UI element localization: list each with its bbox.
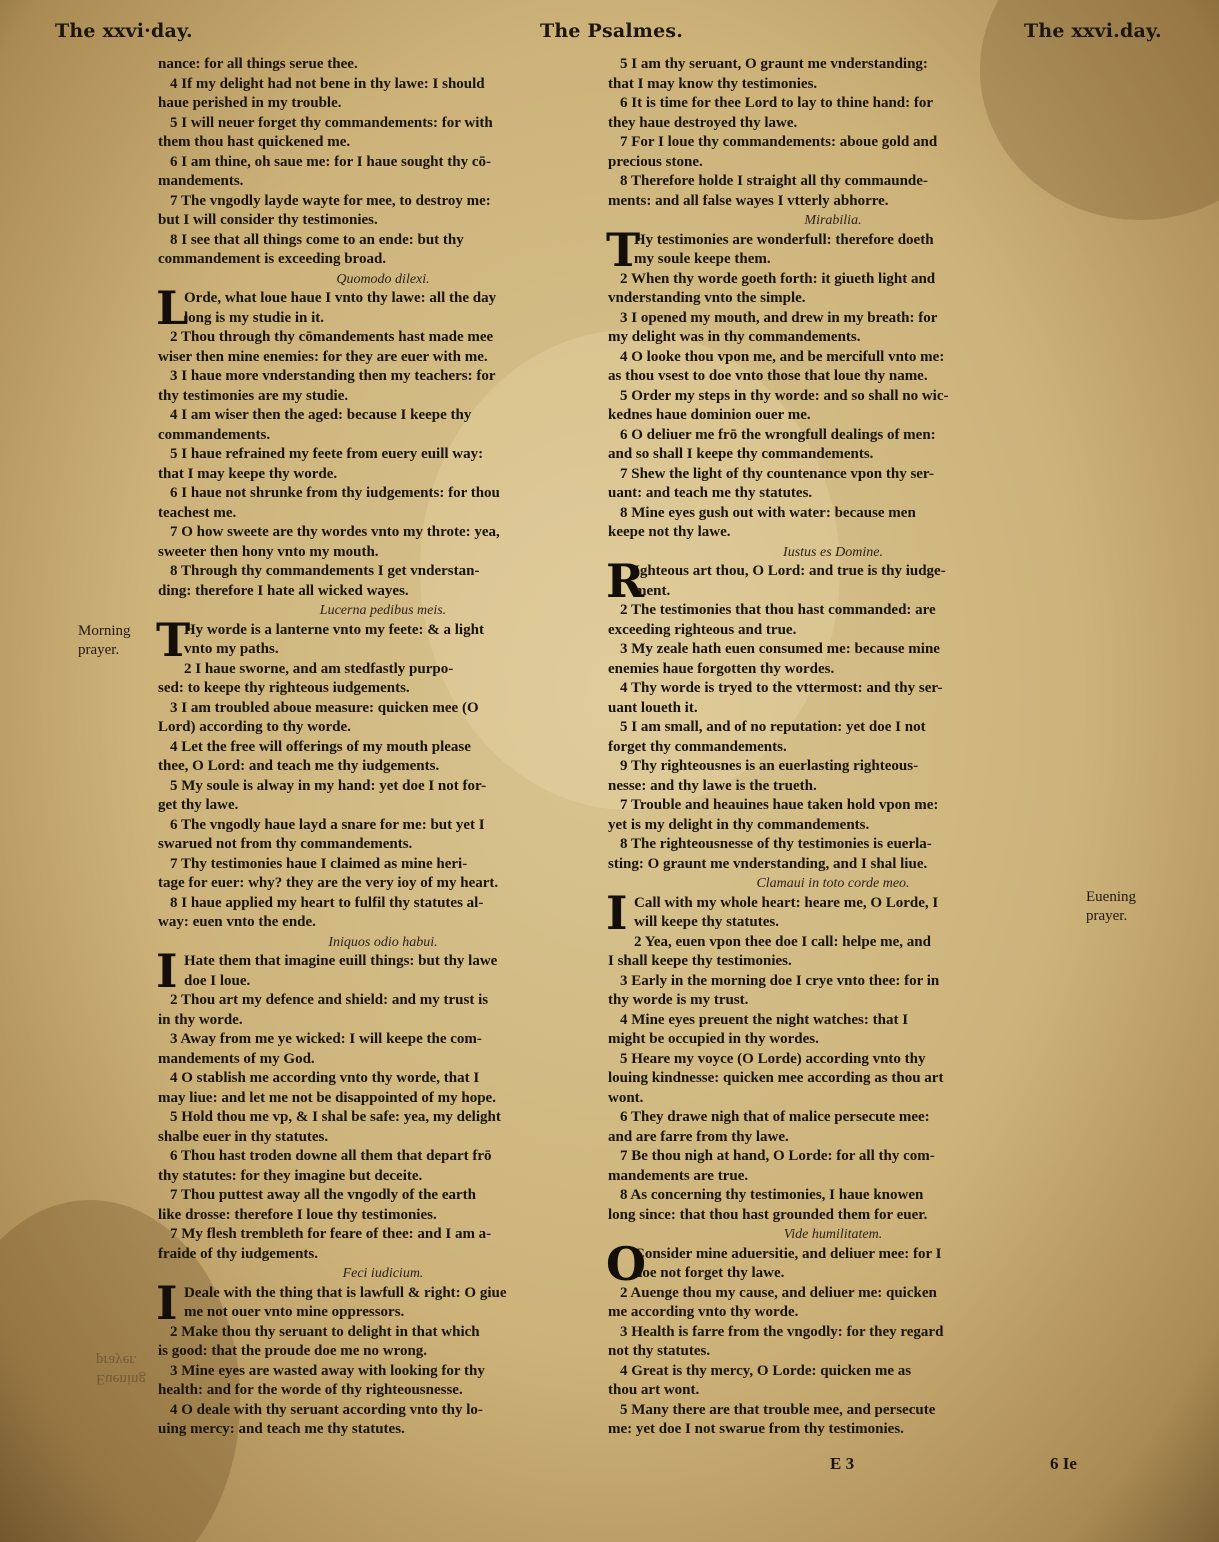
verse-line: thou art wont. xyxy=(608,1382,700,1398)
verse-line: not thy statutes. xyxy=(608,1343,711,1359)
verse-line: 5 Order my steps in thy worde: and so shall no wic- xyxy=(620,387,949,404)
verse-line: Hate them that imagine euill things: but thy lawe xyxy=(184,953,498,969)
verse-line: my soule keepe them. xyxy=(634,251,771,267)
verse-line: keepe not thy lawe. xyxy=(608,524,731,540)
running-head-left: The xxvi·day. xyxy=(55,20,193,42)
psalm-section xyxy=(158,601,608,933)
section-heading: Lucerna pedibus meis. xyxy=(319,603,447,618)
verse-line: 7 Be thou nigh at hand, O Lorde: for all thy com- xyxy=(620,1148,935,1164)
verse-line: 4 I am wiser then the aged: because I keepe thy xyxy=(170,407,472,423)
verse-line: me not ouer vnto mine oppressors. xyxy=(184,1304,405,1320)
verse-line: 9 Thy righteousnes is an euerlasting righteous- xyxy=(620,758,919,774)
verse-line: thee, O Lord: and teach me thy iudgements. xyxy=(158,758,440,774)
verse-line: might be occupied in thy wordes. xyxy=(608,1031,819,1047)
verse-line: 4 O stablish me according vnto thy worde, that I xyxy=(170,1070,480,1086)
verse-line: 6 O deliuer me frō the wrongfull dealings of men: xyxy=(620,426,936,443)
drop-capital: T xyxy=(156,612,191,667)
verse-line: tage for euer: why? they are the very ioy of my heart. xyxy=(158,875,499,891)
verse-line: Hy worde is a lanterne vnto my feete: & a light xyxy=(184,621,484,638)
section-heading: Iniquos odio habui. xyxy=(328,934,438,950)
verse-line: 8 Mine eyes gush out with water: because men xyxy=(620,504,916,521)
verse-line: 2 Auenge thou my cause, and deliuer me: quicken xyxy=(620,1284,937,1301)
verse-line: nance: for all things serue thee. xyxy=(158,56,358,72)
verse-line: that I may keepe thy worde. xyxy=(158,465,338,482)
margin-note-line: prayer. xyxy=(96,1352,138,1368)
verse-line: forget thy commandements. xyxy=(608,738,787,755)
verse-line: Deale with the thing that is lawfull & right: O giue xyxy=(184,1284,507,1301)
verse-line: 7 Shew the light of thy countenance vpon thy ser- xyxy=(620,465,935,482)
right-column xyxy=(608,55,1058,1440)
verse-line: Consider mine aduersitie, and deliuer mee: for I xyxy=(634,1245,942,1262)
verse-line: 3 Health is farre from the vngodly: for they regard xyxy=(620,1323,944,1340)
margin-note-line: prayer. xyxy=(78,642,120,658)
verse-line: 3 Away from me ye wicked: I will keepe the com- xyxy=(170,1031,482,1047)
verse-line: 5 I am small, and of no reputation: yet doe I not xyxy=(620,719,926,735)
verse-line: 7 Trouble and heauines haue taken hold vpon me: xyxy=(620,797,939,813)
verse-line: 3 I haue more vnderstanding then my teachers: for xyxy=(170,368,496,384)
verse-line: doe I loue. xyxy=(184,972,251,989)
verse-line: Lord) according to thy worde. xyxy=(158,719,351,735)
verse-line: sweeter then hony vnto my mouth. xyxy=(158,543,379,560)
section-body xyxy=(156,612,608,680)
signature-mark: E 3 xyxy=(830,1454,855,1473)
verse-line: long since: that thou hast grounded them for euer. xyxy=(608,1206,928,1223)
verse-line: 7 My flesh trembleth for feare of thee: and I am a- xyxy=(170,1226,492,1242)
verse-line: mandements. xyxy=(158,173,244,189)
psalm-section xyxy=(608,211,1058,543)
verse-line: mandements of my God. xyxy=(158,1050,315,1067)
verse-line: 5 I am thy seruant, O graunt me vnderstanding: xyxy=(620,56,928,72)
drop-capital: I xyxy=(156,944,178,998)
verse-line: ment. xyxy=(634,582,671,599)
verse-line: sting: O graunt me vnderstanding, and I shal liue. xyxy=(608,855,928,872)
verse-line: 4 Mine eyes preuent the night watches: that I xyxy=(620,1011,909,1028)
verse-line: teachest me. xyxy=(158,504,237,521)
verse-line: may liue: and let me not be disappointed of my hope. xyxy=(158,1089,496,1106)
verse-line: enemies haue forgotten thy wordes. xyxy=(608,660,835,677)
verse-line: nesse: and thy lawe is the trueth. xyxy=(608,777,817,794)
verse-line: 3 I opened my mouth, and drew in my breath: for xyxy=(620,309,938,326)
verse-line: thy statutes: for they imagine but deceite. xyxy=(158,1167,423,1184)
verse-line: is good: that the proude doe me no wrong. xyxy=(158,1343,428,1359)
verse-line: and are farre from thy lawe. xyxy=(608,1128,789,1145)
verse-line: shalbe euer in thy statutes. xyxy=(158,1128,329,1145)
left-top-verses xyxy=(158,55,608,270)
verse-line: way: euen vnto the ende. xyxy=(158,914,316,930)
verse-line: 4 Let the free will offerings of my mouth please xyxy=(170,738,471,755)
verse-line: 5 Heare my voyce (O Lorde) according vnto thy xyxy=(620,1050,926,1067)
catchword: 6 Ie xyxy=(1050,1454,1077,1473)
section-body xyxy=(606,885,1058,953)
verse-line: 7 Thou puttest away all the vngodly of the earth xyxy=(170,1187,476,1203)
verse-line: uant: and teach me thy statutes. xyxy=(608,485,813,501)
verse-line: 6 I am thine, oh saue me: for I haue sought thy cō- xyxy=(170,153,491,170)
verse-line: 5 I will neuer forget thy commandements: for with xyxy=(170,114,493,131)
running-head-right: The xxvi.day. xyxy=(1024,20,1162,42)
verse-line: 4 Thy worde is tryed to the vttermost: and thy ser- xyxy=(620,680,943,696)
running-head-title: The Psalmes. xyxy=(540,20,684,42)
verse-line: swarued not from thy commandements. xyxy=(158,836,413,852)
verse-line: 5 My soule is alway in my hand: yet doe I not for- xyxy=(170,777,487,794)
verse-line: 8 I see that all things come to an ende: but thy xyxy=(170,231,464,248)
verse-line: long is my studie in it. xyxy=(184,309,325,326)
verse-line: haue perished in my trouble. xyxy=(158,95,342,111)
drop-capital: L xyxy=(156,281,189,335)
section-heading: Iustus es Domine. xyxy=(783,544,883,560)
section-body xyxy=(606,1236,1058,1291)
drop-capital: O xyxy=(606,1236,647,1291)
section-body xyxy=(156,1275,608,1330)
psalm-section xyxy=(608,874,1058,1225)
verse-line: 6 Thou hast troden downe all them that depart frō xyxy=(170,1148,492,1164)
section-body xyxy=(156,281,608,335)
verse-line: 8 Through thy commandements I get vnderstan- xyxy=(170,563,480,579)
verse-line: Ighteous art thou, O Lord: and true is thy iudge- xyxy=(634,563,946,579)
margin-note-morning xyxy=(78,622,131,660)
verse-line: them thou hast quickened me. xyxy=(158,134,351,150)
margin-note-line: Morning xyxy=(78,623,131,639)
verse-line: uant loueth it. xyxy=(608,699,698,716)
verse-line: wont. xyxy=(608,1089,644,1106)
verse-line: 7 For I loue thy commandements: aboue gold and xyxy=(620,134,938,150)
verse-line: 7 Thy testimonies haue I claimed as mine heri- xyxy=(170,855,468,872)
verse-line: 4 If my delight had not bene in thy lawe: I should xyxy=(170,75,485,92)
margin-note-showthrough xyxy=(96,1350,146,1388)
verse-line: doe not forget thy lawe. xyxy=(634,1265,785,1281)
verse-line: they haue destroyed thy lawe. xyxy=(608,114,798,131)
psalm-section xyxy=(608,543,1058,875)
verse-line: precious stone. xyxy=(608,153,703,170)
verse-line: 8 I haue applied my heart to fulfil thy statutes al- xyxy=(170,894,484,911)
verse-line: 8 Therefore holde I straight all thy commaunde- xyxy=(620,173,928,189)
left-column xyxy=(158,55,608,1440)
verse-line: sed: to keepe thy righteous iudgements. xyxy=(158,680,410,696)
verse-line: 3 I am troubled aboue measure: quicken mee (O xyxy=(170,699,479,716)
verse-line: thy worde is my trust. xyxy=(608,992,749,1008)
verse-line: commandement is exceeding broad. xyxy=(158,251,387,267)
verse-line: 7 The vngodly layde wayte for mee, to destroy me: xyxy=(170,192,491,209)
verse-line: 2 I haue sworne, and am stedfastly purpo- xyxy=(184,660,454,677)
verse-line: that I may know thy testimonies. xyxy=(608,75,818,92)
verse-line: 4 Great is thy mercy, O Lorde: quicken me as xyxy=(620,1362,912,1379)
section-heading: Feci iudicium. xyxy=(342,1266,424,1281)
verse-line: fraide of thy iudgements. xyxy=(158,1245,318,1262)
psalm-section xyxy=(158,933,608,1265)
section-heading: Clamaui in toto corde meo. xyxy=(756,876,910,891)
verse-line: kednes haue dominion ouer me. xyxy=(608,407,811,423)
verse-line: Hy testimonies are wonderfull: therefore doeth xyxy=(634,231,934,248)
verse-line: thy testimonies are my studie. xyxy=(158,387,349,404)
verse-line: my delight was in thy commandements. xyxy=(608,329,861,345)
verse-line: me: yet doe I not swarue from thy testimonies. xyxy=(608,1421,904,1437)
verse-line: 5 Hold thou me vp, & I shal be safe: yea, my delight xyxy=(170,1109,501,1125)
verse-line: in thy worde. xyxy=(158,1011,243,1028)
verse-line: will keepe thy statutes. xyxy=(634,914,779,930)
verse-line: 3 My zeale hath euen consumed me: because mine xyxy=(620,641,940,657)
psalm-section xyxy=(158,270,608,602)
margin-note-line: Euening xyxy=(1086,889,1136,905)
margin-note-evening xyxy=(1086,888,1136,926)
verse-line: 6 The vngodly haue layd a snare for me: but yet I xyxy=(170,816,485,833)
verse-line: 3 Mine eyes are wasted away with looking for thy xyxy=(170,1362,485,1379)
section-body xyxy=(156,944,608,998)
drop-capital: I xyxy=(606,885,628,940)
verse-line: like drosse: therefore I loue thy testimonies. xyxy=(158,1206,437,1223)
drop-capital: R xyxy=(606,554,645,608)
verse-line: 8 As concerning thy testimonies, I haue knowen xyxy=(620,1187,924,1203)
verse-line: 6 They drawe nigh that of malice persecute mee: xyxy=(620,1109,930,1125)
verse-line: 2 Make thou thy seruant to delight in that which xyxy=(170,1323,480,1340)
verse-line: vnderstanding vnto the simple. xyxy=(608,290,806,306)
verse-line: mandements are true. xyxy=(608,1167,749,1184)
psalm-section xyxy=(158,1264,608,1440)
verse-line: 2 Thou through thy cōmandements hast made mee xyxy=(170,329,494,345)
section-heading: Mirabilia. xyxy=(804,213,862,228)
verse-line: 6 I haue not shrunke from thy iudgements: for thou xyxy=(170,485,500,501)
verse-line: 7 O how sweete are thy wordes vnto my throte: yea, xyxy=(170,524,500,540)
verse-line: commandements. xyxy=(158,426,271,443)
verse-line: 2 When thy worde goeth forth: it giueth light and xyxy=(620,270,936,287)
verse-line: health: and for the worde of thy righteousnesse. xyxy=(158,1382,463,1398)
verse-line: but I will consider thy testimonies. xyxy=(158,212,378,228)
verse-line: 2 The testimonies that thou hast commanded: are xyxy=(620,602,936,618)
section-body xyxy=(606,554,1058,608)
verse-line: louing kindnesse: quicken mee according as thou art xyxy=(608,1070,944,1086)
verse-line: 5 I haue refrained my feete from euery euill way: xyxy=(170,446,484,462)
verse-line: yet is my delight in thy commandements. xyxy=(608,816,870,833)
verse-line: 2 Thou art my defence and shield: and my trust is xyxy=(170,992,489,1008)
verse-line: 3 Early in the morning doe I crye vnto thee: for in xyxy=(620,972,940,989)
drop-capital: T xyxy=(606,222,641,277)
verse-line: get thy lawe. xyxy=(158,797,239,813)
verse-line: wiser then mine enemies: for they are euer with me. xyxy=(158,348,488,365)
section-heading: Vide humilitatem. xyxy=(783,1227,883,1242)
verse-line: 2 Yea, euen vpon thee doe I call: helpe me, and xyxy=(634,933,931,950)
verse-line: vnto my paths. xyxy=(184,641,279,657)
margin-note-line: prayer. xyxy=(1086,908,1128,924)
section-heading: Quomodo dilexi. xyxy=(336,271,430,287)
verse-line: me according vnto thy worde. xyxy=(608,1304,799,1320)
margin-note-line: Euening xyxy=(96,1371,146,1387)
right-top-verses xyxy=(608,55,1058,211)
verse-line: ments: and all false wayes I vtterly abhorre. xyxy=(608,192,889,209)
verse-line: 4 O looke thou vpon me, and be mercifull vnto me: xyxy=(620,348,945,365)
verse-line: and so shall I keepe thy commandements. xyxy=(608,446,874,462)
verse-line: 4 O deale with thy seruant according vnto thy lo- xyxy=(170,1401,483,1418)
verse-line: 8 The righteousnesse of thy testimonies is euerla- xyxy=(620,836,932,852)
drop-capital: I xyxy=(156,1275,178,1330)
verse-line: Orde, what loue haue I vnto thy lawe: all the day xyxy=(184,290,497,306)
verse-line: Call with my whole heart: heare me, O Lorde, I xyxy=(634,894,939,911)
verse-line: as thou vsest to doe vnto those that loue thy name. xyxy=(608,368,928,384)
verse-line: I shall keepe thy testimonies. xyxy=(608,953,792,969)
section-body xyxy=(606,222,1058,277)
verse-line: uing mercy: and teach me thy statutes. xyxy=(158,1421,405,1437)
verse-line: exceeding righteous and true. xyxy=(608,621,797,638)
psalm-section xyxy=(608,1225,1058,1440)
verse-line: ding: therefore I hate all wicked wayes. xyxy=(158,582,409,599)
verse-line: 5 Many there are that trouble mee, and persecute xyxy=(620,1401,936,1418)
verse-line: 6 It is time for thee Lord to lay to thine hand: for xyxy=(620,95,934,111)
